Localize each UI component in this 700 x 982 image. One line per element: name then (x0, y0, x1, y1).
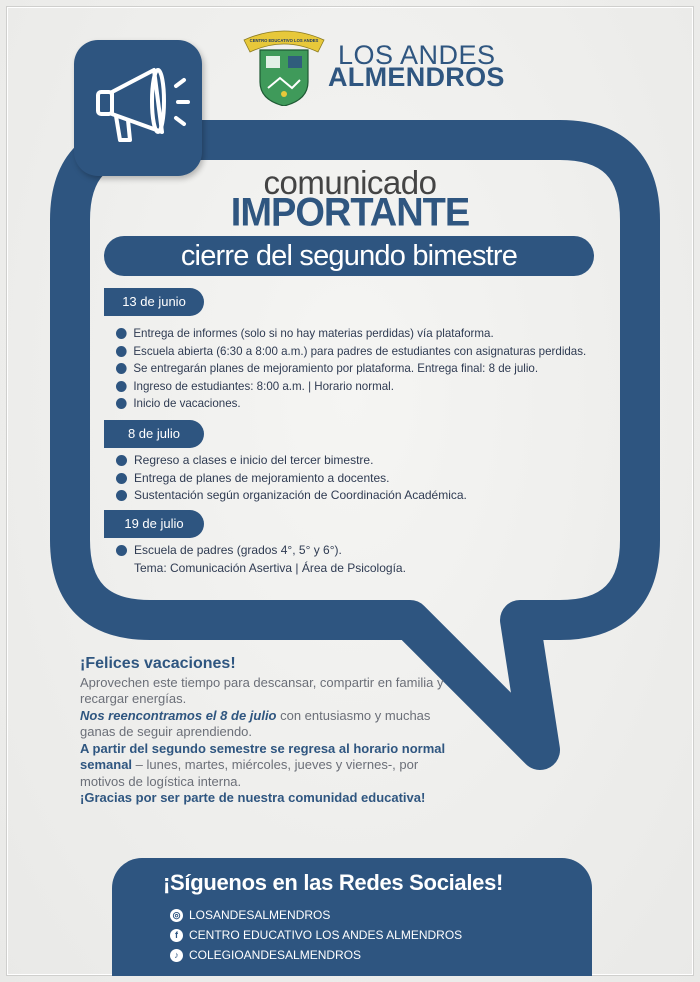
megaphone-badge (74, 40, 202, 176)
list-item (116, 542, 406, 577)
heading-comunicado: comunicado (263, 164, 437, 201)
list-item: Regreso a clases e inicio del tercer bimestre. (116, 452, 467, 470)
date-pill-13-junio: 13 de junio (104, 288, 204, 316)
facebook-handle: CENTRO EDUCATIVO LOS ANDES ALMENDROS (189, 928, 463, 942)
list-8-julio (116, 452, 467, 505)
social-instagram[interactable] (170, 906, 330, 924)
brand-line-2: ALMENDROS (328, 62, 505, 92)
list-item-text: Escuela de padres (grados 4°, 5° y 6°). (134, 543, 342, 557)
social-title: ¡Síguenos en las Redes Sociales! (163, 870, 504, 895)
social-tiktok[interactable] (170, 946, 361, 964)
closing-thanks: ¡Gracias por ser parte de nuestra comunidad educativa! (80, 790, 426, 805)
closing-headline: ¡Felices vacaciones! (80, 655, 236, 672)
school-logo (240, 26, 328, 106)
logo-banner-text: CENTRO EDUCATIVO LOS ANDES (249, 38, 319, 43)
list-19-julio (116, 542, 406, 577)
closing-p3-rest: – lunes, martes, miércoles, jueves y viernes-, por motivos de logística interna. (80, 757, 419, 789)
social-facebook[interactable] (170, 926, 462, 944)
list-item: Ingreso de estudiantes: 8:00 a.m. | Horario normal. (116, 378, 586, 396)
list-item: Escuela abierta (6:30 a 8:00 a.m.) para padres de estudiantes con asignaturas perdidas. (116, 343, 586, 361)
tiktok-icon: ♪ (170, 949, 183, 962)
date-pill-19-julio: 19 de julio (104, 510, 204, 538)
list-item: Entrega de informes (solo si no hay materias perdidas) vía plataforma. (116, 325, 586, 343)
subtitle-pill: cierre del segundo bimestre (104, 236, 594, 276)
list-item: Inicio de vacaciones. (116, 395, 586, 413)
list-item: Se entregarán planes de mejoramiento por plataforma. Entrega final: 8 de julio. (116, 360, 586, 378)
list-13-junio (116, 325, 604, 413)
date-pill-8-julio: 8 de julio (104, 420, 204, 448)
megaphone-icon (74, 40, 202, 176)
list-item: Entrega de planes de mejoramiento a docentes. (116, 470, 467, 488)
closing-p1: Aprovechen este tiempo para descansar, compartir en familia y recargar energías. (80, 674, 444, 706)
instagram-icon: ◎ (170, 909, 183, 922)
instagram-handle: LOSANDESALMENDROS (189, 908, 331, 922)
closing-message (80, 656, 450, 807)
closing-p3-bold: A partir del segundo semestre se regresa al horario normal semanal (80, 740, 446, 772)
tiktok-handle: COLEGIOANDESALMENDROS (189, 948, 362, 962)
brand-line-1: LOS ANDES (338, 40, 496, 70)
facebook-icon: f (170, 929, 183, 942)
closing-p2-bold: Nos reencontramos el 8 de julio (80, 707, 277, 723)
closing-p2-rest: con entusiasmo y muchas ganas de seguir aprendiendo. (80, 707, 431, 739)
list-item-subtext: Tema: Comunicación Asertiva | Área de Psicología. (134, 560, 406, 575)
list-item: Sustentación según organización de Coordinación Académica. (116, 487, 467, 505)
heading-importante: IMPORTANTE (230, 190, 470, 236)
